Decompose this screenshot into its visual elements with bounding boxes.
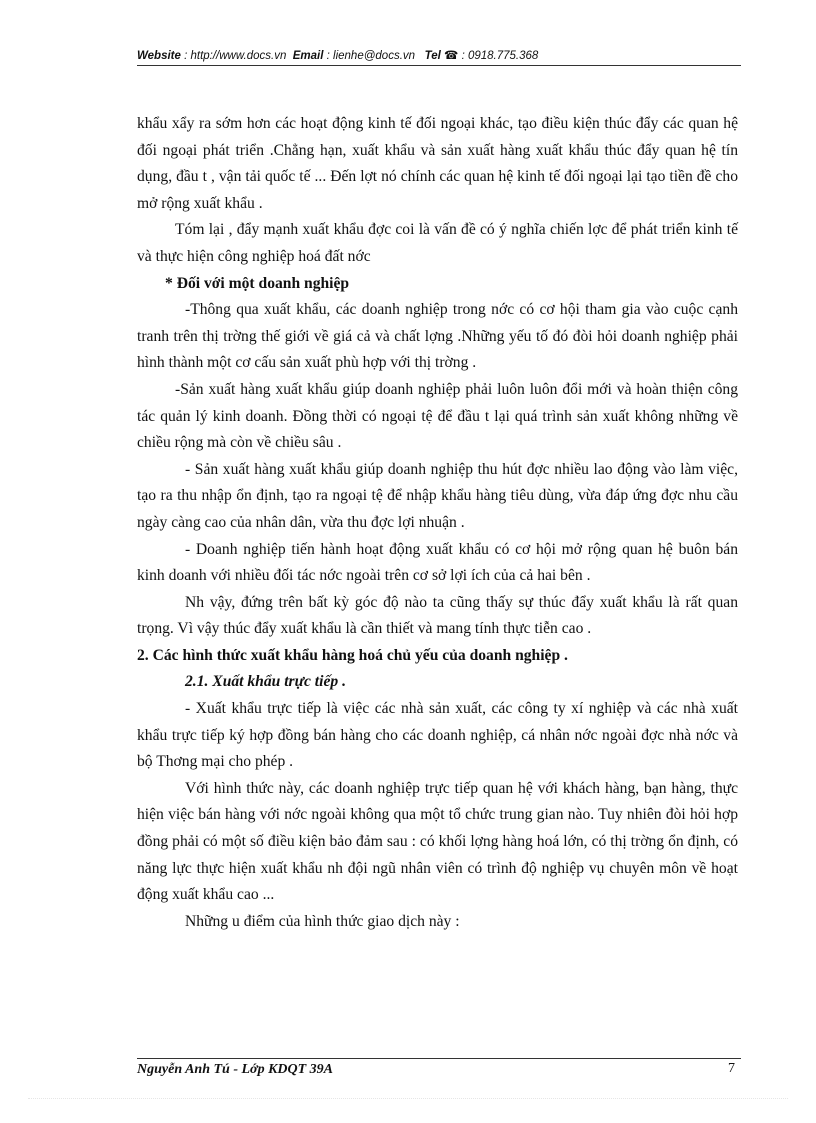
paragraph: Với hình thức này, các doanh nghiệp trực tiếp quan hệ với khách hàng, bạn hàng, thực hiện việc bán hàng với nớc ngoài không qua một tổ chức trung gian nào. Tuy nhiên đòi hỏi hợp đồng phải có một số điều kiện bảo đảm sau : có khối lợng hàng hoá lớn, có thị trờng ổn định, có năng lực thực hiện xuất khẩu nh đội ngũ nhân viên có trình độ nghiệp vụ chuyên môn về hoạt động xuất khẩu cao ...: [137, 779, 738, 904]
tel-value: : 0918.775.368: [461, 50, 539, 62]
phone-icon: ☎: [444, 50, 459, 62]
paragraph: Nh vậy, đứng trên bất kỳ góc độ nào ta cũng thấy sự thúc đẩy xuất khẩu là rất quan trọng. Vì vậy thúc đẩy xuất khẩu là cần thiết và mang tính thực tiễn cao .: [137, 593, 738, 638]
page-number: 7: [728, 1061, 735, 1076]
email-value: : lienhe@docs.vn: [326, 50, 416, 62]
tel-label: Tel: [424, 50, 441, 62]
document-body: [137, 111, 738, 935]
website-value: : http://www.docs.vn: [184, 50, 287, 62]
website-label: Website: [137, 50, 181, 62]
paragraph: Tóm lại , đẩy mạnh xuất khẩu đợc coi là vấn đề có ý nghĩa chiến lợc để phát triển kinh tế và thực hiện công nghiệp hoá đất nớc: [137, 221, 738, 265]
page-header: [137, 48, 742, 62]
header-divider: [137, 65, 741, 66]
paragraph: khẩu xẩy ra sớm hơn các hoạt động kinh tế đối ngoại khác, tạo điều kiện thúc đẩy các quan hệ đối ngoại phát triển .Chẳng hạn, xuất khẩu và sản xuất hàng xuất khẩu thúc đẩy quan hệ tín dụng, đầu t , vận tải quốc tế ... Đến lợt nó chính các quan hệ kinh tế đối ngoại lại tạo tiền đề cho mở rộng xuất khẩu .: [137, 115, 738, 212]
paragraph: -Sản xuất hàng xuất khẩu giúp doanh nghiệp phải luôn luôn đổi mới và hoàn thiện công tác quản lý kinh doanh. Đồng thời có ngoại tệ để đầu t lại quá trình sản xuất không những về chiều rộng mà còn về chiều sâu .: [137, 380, 738, 452]
paragraph: Những u điểm của hình thức giao dịch này :: [185, 912, 460, 930]
email-label: Email: [292, 50, 324, 62]
chapter-heading: 2. Các hình thức xuất khẩu hàng hoá chủ yếu của doanh nghiệp .: [137, 646, 568, 664]
footer-author: Nguyễn Anh Tú - Lớp KDQT 39A: [137, 1062, 334, 1077]
footer-divider: [137, 1058, 741, 1059]
section-heading: * Đối với một doanh nghiệp: [165, 274, 350, 292]
paragraph: -Thông qua xuất khẩu, các doanh nghiệp trong nớc có cơ hội tham gia vào cuộc cạnh tranh trên thị trờng thế giới về giá cả và chất lợng .Những yếu tố đó đòi hỏi doanh nghiệp phải hình thành một cơ cấu sản xuất phù hợp với thị trờng .: [137, 301, 738, 372]
paragraph: - Sản xuất hàng xuất khẩu giúp doanh nghiệp thu hút đợc nhiều lao động vào làm việc, tạo ra thu nhập ổn định, tạo ra ngoại tệ để nhập khẩu hàng tiêu dùng, vừa đáp ứng đợc nhu cầu ngày càng cao của nhân dân, vừa thu đợc lợi nhuận .: [137, 460, 738, 531]
subsection-heading: 2.1. Xuất khẩu trực tiếp .: [185, 673, 346, 691]
paragraph: - Doanh nghiệp tiến hành hoạt động xuất khẩu có cơ hội mở rộng quan hệ buôn bán kinh doanh với nhiều đối tác nớc ngoài trên cơ sở lợi ích của cả hai bên .: [137, 540, 738, 585]
paragraph: - Xuất khẩu trực tiếp là việc các nhà sản xuất, các công ty xí nghiệp và các nhà xuất khẩu trực tiếp ký hợp đồng bán hàng cho các doanh nghiệp, cá nhân nớc ngoài đợc nhà nớc và bộ Thơng mại cho phép .: [137, 700, 738, 771]
page-bottom-border: [28, 1098, 788, 1099]
